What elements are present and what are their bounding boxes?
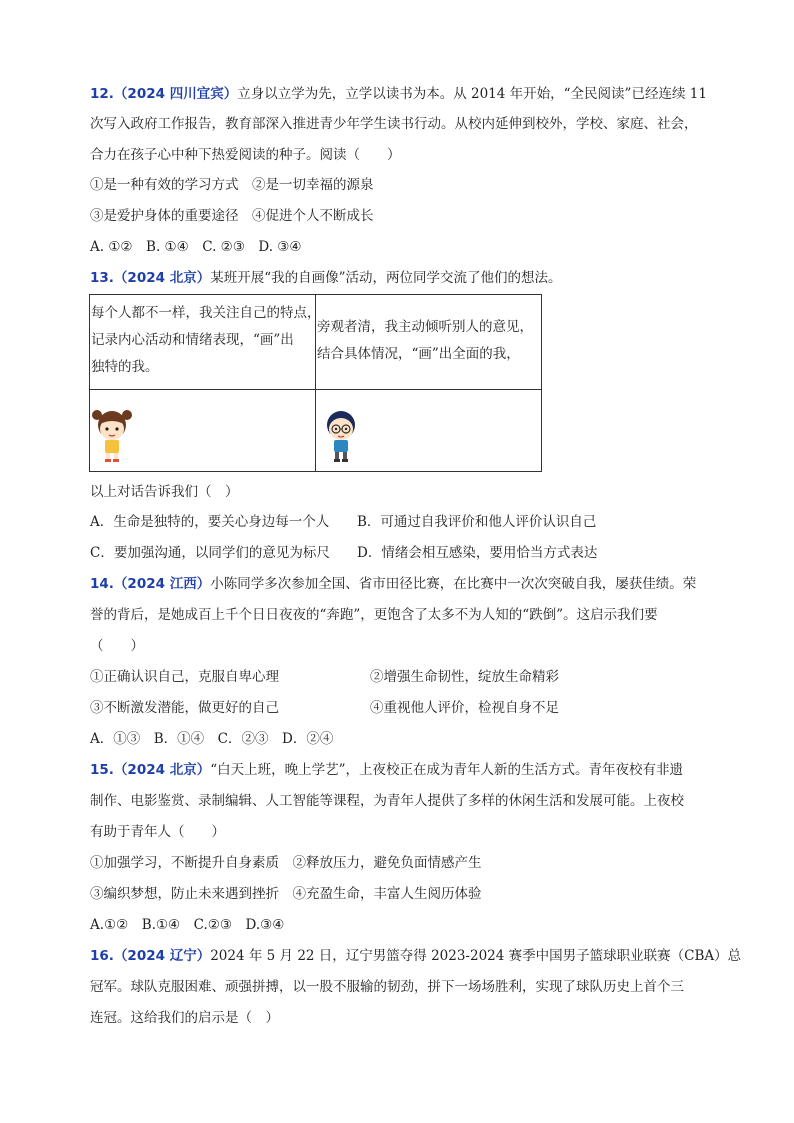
q12-item-2: ③是爱护身体的重要途径 ④促进个人不断成长 bbox=[90, 208, 374, 224]
q15-source: （2024 北京） bbox=[113, 762, 211, 778]
q12-text-1: 立身以立学为先，立学以读书为本。从 2014 年开始，“全民阅读”已经连续 11 bbox=[237, 86, 707, 102]
q14-text-3: （ ） bbox=[90, 638, 144, 654]
q16-number: 16. bbox=[90, 948, 114, 964]
q14-number: 14. bbox=[90, 576, 114, 592]
q16-text-2: 冠军。球队克服困难、顽强拼搏，以一股不服输的韧劲，拼下一场场胜利，实现了球队历史上首个三 bbox=[90, 979, 684, 995]
q13-option-d: D．情绪会相互感染，要用恰当方式表达 bbox=[357, 545, 598, 561]
q15-text-2: 制作、电影鉴赏、录制编辑、人工智能等课程，为青年人提供了多样的休闲生活和发展可能。上夜校 bbox=[90, 793, 684, 809]
q14-text-2: 誉的背后，是她成百上千个日日夜夜的“奔跑”，更饱含了太多不为人知的“跌倒”。这启示我们要 bbox=[90, 607, 658, 623]
boy-speech-line-1: 旁观者清，我主动倾听别人的意见， bbox=[317, 319, 533, 335]
q13-line-1 bbox=[90, 268, 562, 288]
q15-line-1 bbox=[90, 760, 683, 780]
girl-cartoon-icon bbox=[92, 403, 132, 465]
table-horizontal-divider bbox=[90, 389, 541, 390]
q13-option-b: B．可通过自我评价和他人评价认识自己 bbox=[357, 514, 597, 530]
q13-question: 以上对话告诉我们（ ） bbox=[90, 484, 239, 500]
girl-speech-line-2: 记录内心活动和情绪表现，“画”出 bbox=[91, 332, 294, 348]
q15-number: 15. bbox=[90, 762, 114, 778]
q12-options: A. ①② B. ①④ C. ②③ D. ③④ bbox=[90, 239, 302, 255]
q12-text-2: 次写入政府工作报告，教育部深入推进青少年学生读书行动。从校内延伸到校外，学校、家庭、社会， bbox=[90, 116, 698, 132]
q12-item-1: ①是一种有效的学习方式 ②是一切幸福的源泉 bbox=[90, 177, 374, 193]
q14-item-1: ①正确认识自己，克服自卑心理 bbox=[90, 669, 279, 685]
q16-text-3: 连冠。这给我们的启示是（ ） bbox=[90, 1010, 279, 1026]
q14-source: （2024 江西） bbox=[113, 576, 211, 592]
dialogue-table bbox=[89, 294, 542, 472]
q16-text-1: 2024 年 5 月 22 日，辽宁男篮夺得 2023-2024 赛季中国男子篮球职业联赛（CBA）总 bbox=[210, 948, 742, 964]
girl-speech-line-3: 独特的我。 bbox=[91, 359, 159, 375]
boy-cartoon-icon bbox=[323, 405, 359, 465]
q16-line-1 bbox=[90, 946, 741, 966]
q14-options: A．①③ B．①④ C．②③ D．②④ bbox=[90, 731, 334, 747]
q13-number: 13. bbox=[90, 270, 114, 286]
boy-speech-cell bbox=[317, 314, 533, 368]
q15-item-2: ③编织梦想，防止未来遇到挫折 ④充盈生命，丰富人生阅历体验 bbox=[90, 886, 482, 902]
q13-stem: 某班开展“我的自画像”活动，两位同学交流了他们的想法。 bbox=[210, 270, 562, 286]
q12-line-1 bbox=[90, 84, 707, 104]
q14-item-2: ②增强生命韧性，绽放生命精彩 bbox=[370, 669, 559, 685]
q14-line-1 bbox=[90, 574, 696, 594]
q15-item-1: ①加强学习，不断提升自身素质 ②释放压力，避免负面情感产生 bbox=[90, 855, 482, 871]
q13-source: （2024 北京） bbox=[113, 270, 211, 286]
q15-text-3: 有助于青年人（ ） bbox=[90, 824, 225, 840]
girl-speech-cell bbox=[91, 300, 321, 381]
q16-source: （2024 辽宁） bbox=[113, 948, 211, 964]
q14-item-3: ③不断激发潜能，做更好的自己 bbox=[90, 700, 279, 716]
q12-source: （2024 四川宜宾） bbox=[113, 86, 238, 102]
q12-text-3: 合力在孩子心中种下热爱阅读的种子。阅读（ ） bbox=[90, 147, 401, 163]
q13-option-c: C．要加强沟通，以同学们的意见为标尺 bbox=[90, 545, 330, 561]
q13-option-a: A．生命是独特的，要关心身边每一个人 bbox=[90, 514, 330, 530]
q14-item-4: ④重视他人评价，检视自身不足 bbox=[370, 700, 559, 716]
q15-options: A.①② B.①④ C.②③ D.③④ bbox=[90, 917, 285, 933]
q14-text-1: 小陈同学多次参加全国、省市田径比赛，在比赛中一次次突破自我，屡获佳绩。荣 bbox=[210, 576, 697, 592]
q15-text-1: “白天上班，晚上学艺”，上夜校正在成为青年人新的生活方式。青年夜校有非遗 bbox=[210, 762, 684, 778]
girl-speech-line-1: 每个人都不一样，我关注自己的特点， bbox=[91, 305, 321, 321]
boy-speech-line-2: 结合具体情况，“画”出全面的我， bbox=[317, 346, 520, 362]
q12-number: 12. bbox=[90, 86, 114, 102]
